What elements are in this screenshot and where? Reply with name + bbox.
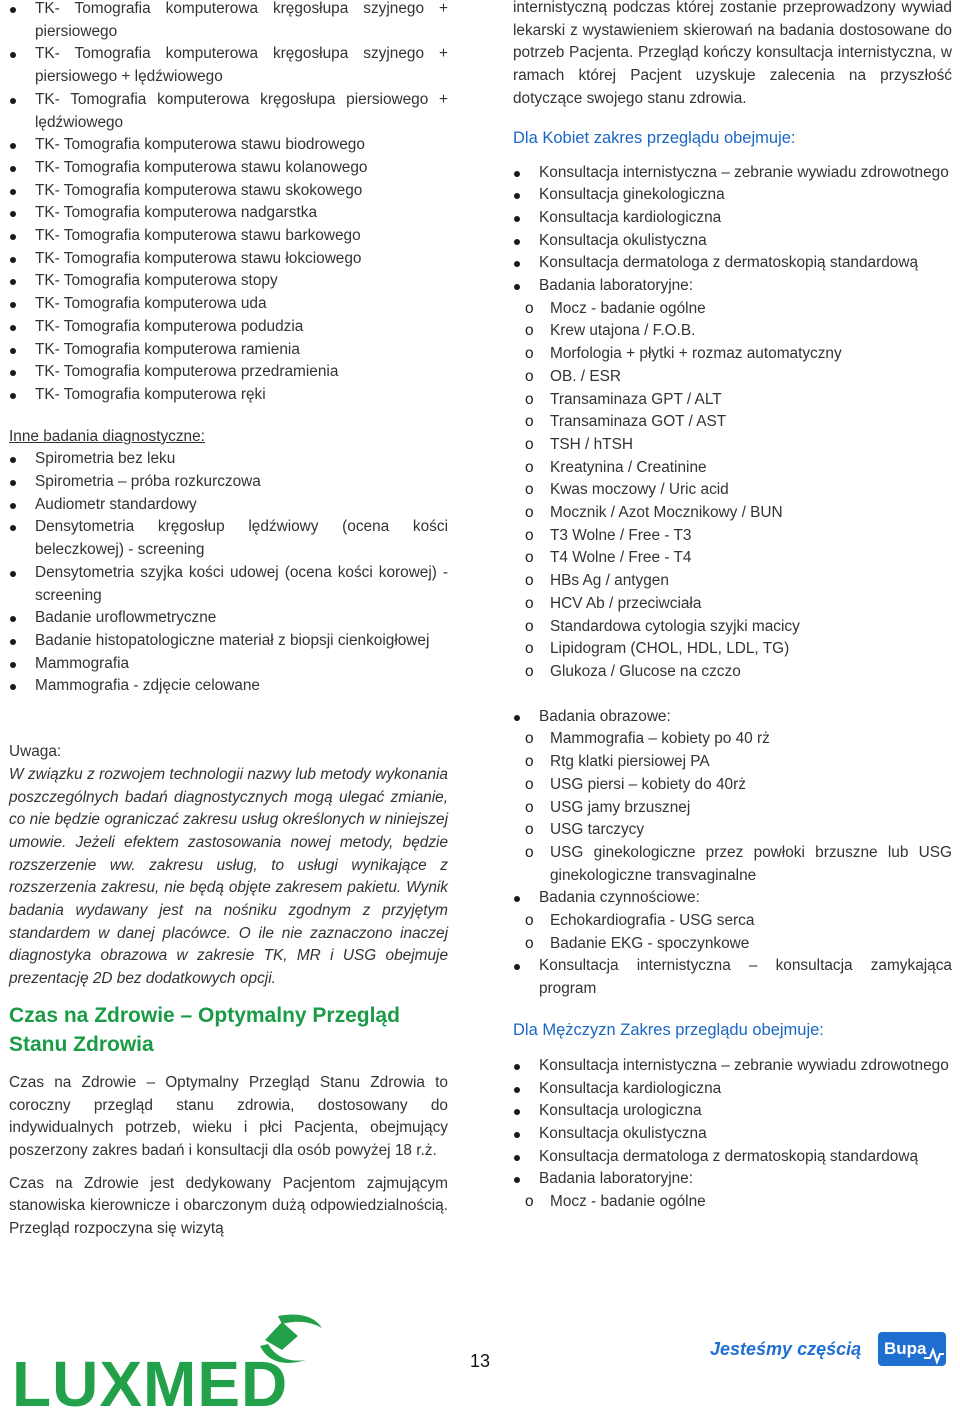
note-label: Uwaga: bbox=[9, 743, 62, 761]
sub-item: o Rtg klatki piersiowej PA bbox=[513, 751, 952, 774]
list-item: Konsultacja ginekologiczna bbox=[513, 184, 952, 207]
sub-item: o Kwas moczowy / Uric acid bbox=[513, 479, 952, 502]
list-item: Konsultacja internistyczna – konsultacja zamykająca program bbox=[513, 955, 952, 1000]
sub-item: o Morfologia + płytki + rozmaz automatyczny bbox=[513, 343, 952, 366]
sub-item: o Lipidogram (CHOL, HDL, LDL, TG) bbox=[513, 638, 952, 661]
sub-item: o Standardowa cytologia szyjki macicy bbox=[513, 616, 952, 639]
other-tests-list bbox=[9, 448, 448, 698]
list-item: Konsultacja urologiczna bbox=[513, 1100, 952, 1123]
intro-paragraph-1: Czas na Zdrowie – Optymalny Przegląd Stanu Zdrowia to coroczny przegląd stanu zdrowia, dostosowany do indywidualnych potrzeb, wieku i płci Pacjenta, obejmujący poszerzony zakres badań i konsultacji dla osób powyżej 18 r.ż. bbox=[9, 1073, 448, 1159]
list-item bbox=[513, 706, 952, 888]
women-lab-list bbox=[513, 298, 952, 684]
bupa-slogan: Jesteśmy częścią bbox=[710, 1339, 862, 1359]
list-item: TK- Tomografia komputerowa ręki bbox=[9, 384, 448, 407]
sub-item: o Badanie EKG - spoczynkowe bbox=[513, 933, 952, 956]
page-number: 13 bbox=[470, 1351, 491, 1371]
list-item: Badanie uroflowmetryczne bbox=[9, 607, 448, 630]
list-item: TK- Tomografia komputerowa kręgosłupa szyjnego + piersiowego + lędźwiowego bbox=[9, 43, 448, 88]
men-lab-list bbox=[513, 1191, 952, 1214]
bupa-wordmark: Bupa bbox=[884, 1339, 927, 1358]
list-item: TK- Tomografia komputerowa stawu kolanowego bbox=[9, 157, 448, 180]
luxmed-logo-graphic bbox=[10, 1310, 340, 1410]
women-functional-label: Badania czynnościowe: bbox=[539, 889, 700, 907]
intro-paragraph-2: Czas na Zdrowie jest dedykowany Pacjentom zajmującym stanowiska kierownicze i obarczonym dużą odpowiedzialnością. Przegląd rozpoczyna się wizytą bbox=[9, 1174, 448, 1238]
other-tests-heading: Inne badania diagnostyczne: bbox=[9, 427, 205, 445]
luxmed-logo bbox=[10, 1310, 340, 1415]
list-item: Spirometria – próba rozkurczowa bbox=[9, 471, 448, 494]
tk-list bbox=[9, 0, 448, 407]
list-item: TK- Tomografia komputerowa podudzia bbox=[9, 316, 448, 339]
women-list bbox=[513, 162, 952, 684]
list-item: TK- Tomografia komputerowa przedramienia bbox=[9, 361, 448, 384]
list-item: Densytometria szyjka kości udowej (ocena kości korowej) - screening bbox=[9, 562, 448, 607]
sub-item: o Echokardiografia - USG serca bbox=[513, 910, 952, 933]
sub-item: o Krew utajona / F.O.B. bbox=[513, 320, 952, 343]
women-lab-label: Badania laboratoryjne: bbox=[539, 277, 694, 295]
list-item: TK- Tomografia komputerowa stopy bbox=[9, 270, 448, 293]
list-item: Konsultacja internistyczna – zebranie wywiadu zdrowotnego bbox=[513, 162, 952, 185]
list-item: Mammografia - zdjęcie celowane bbox=[9, 675, 448, 698]
bupa-logo-graphic bbox=[710, 1332, 950, 1372]
list-item: Konsultacja kardiologiczna bbox=[513, 1078, 952, 1101]
sub-item: o T3 Wolne / Free - T3 bbox=[513, 525, 952, 548]
sub-item: o Glukoza / Glucose na czczo bbox=[513, 661, 952, 684]
list-item: Konsultacja internistyczna – zebranie wywiadu zdrowotnego bbox=[513, 1055, 952, 1078]
list-item bbox=[513, 1168, 952, 1213]
list-item: TK- Tomografia komputerowa ramienia bbox=[9, 339, 448, 362]
list-item: Badanie histopatologiczne materiał z biopsji cienkoigłowej bbox=[9, 630, 448, 653]
sub-item: o HBs Ag / antygen bbox=[513, 570, 952, 593]
list-item: TK- Tomografia komputerowa stawu łokciowego bbox=[9, 248, 448, 271]
women-heading: Dla Kobiet zakres przeglądu obejmuje: bbox=[513, 128, 796, 147]
section-title: Czas na Zdrowie – Optymalny Przegląd Stanu Zdrowia bbox=[9, 1003, 400, 1057]
list-item: TK- Tomografia komputerowa kręgosłupa piersiowego + lędźwiowego bbox=[9, 89, 448, 134]
list-item: Konsultacja dermatologa z dermatoskopią standardową bbox=[513, 252, 952, 275]
men-heading: Dla Mężczyzn Zakres przeglądu obejmuje: bbox=[513, 1020, 824, 1039]
sub-item: o Mocz - badanie ogólne bbox=[513, 298, 952, 321]
list-item: Spirometria bez leku bbox=[9, 448, 448, 471]
women-imaging-label: Badania obrazowe: bbox=[539, 707, 671, 725]
sub-item: o USG ginekologiczne przez powłoki brzuszne lub USG ginekologiczne transvaginalne bbox=[513, 842, 952, 887]
women-imaging-list bbox=[513, 728, 952, 887]
women-functional-list bbox=[513, 910, 952, 955]
sub-item: o Mocz - badanie ogólne bbox=[513, 1191, 952, 1214]
list-item bbox=[513, 275, 952, 684]
left-column bbox=[9, 0, 448, 1241]
men-lab-label: Badania laboratoryjne: bbox=[539, 1170, 694, 1188]
sub-item: o USG piersi – kobiety do 40rż bbox=[513, 774, 952, 797]
right-column bbox=[513, 0, 952, 1214]
list-item: Konsultacja kardiologiczna bbox=[513, 207, 952, 230]
sub-item: o Transaminaza GPT / ALT bbox=[513, 389, 952, 412]
sub-item: o USG tarczycy bbox=[513, 819, 952, 842]
list-item bbox=[513, 887, 952, 955]
sub-item: o Transaminaza GOT / AST bbox=[513, 411, 952, 434]
men-list bbox=[513, 1055, 952, 1214]
list-item: Audiometr standardowy bbox=[9, 494, 448, 517]
list-item: TK- Tomografia komputerowa stawu barkowego bbox=[9, 225, 448, 248]
note-text: W związku z rozwojem technologii nazwy lub metody wykonania poszczególnych badań diagnostycznych mogą ulegać zmianie, co nie będzie ograniczać zakresu usług określonych w niniejszej umowie. Jeżeli efektem zastosowania nowej metody, będzie rozszerzenie ww. zakresu usług, to usługi wynikające z rozszerzenia zakresu, nie będą objęte zakresem pakietu. Wynik badania wydawany jest na nośniku zgodnym z przyjętym standardem w danej placówce. O ile nie zaznaczono inaczej diagnostyka obrazowa w zakresie TK, MR i USG obejmuje prezentację 2D bez dodatkowych opcji. bbox=[9, 765, 448, 988]
list-item: Densytometria kręgosłup lędźwiowy (ocena kości beleczkowej) - screening bbox=[9, 516, 448, 561]
sub-item: o Mammografia – kobiety po 40 rż bbox=[513, 728, 952, 751]
sub-item: o T4 Wolne / Free - T4 bbox=[513, 547, 952, 570]
sub-item: o Kreatynina / Creatinine bbox=[513, 457, 952, 480]
list-item: Konsultacja okulistyczna bbox=[513, 230, 952, 253]
list-item: Konsultacja dermatologa z dermatoskopią standardową bbox=[513, 1146, 952, 1169]
intro-continued: internistyczną podczas której zostanie przeprowadzony wywiad lekarski z wystawieniem skierowań na badania dostosowane do potrzeb Pacjenta. Przegląd kończy konsultacja internistyczna, w ramach której Pacjent uzyskuje zalecenia na przyszłość dotyczące swojego stanu zdrowia. bbox=[513, 0, 952, 107]
luxmed-logo-text: LUXMED bbox=[12, 1348, 289, 1410]
list-item: Mammografia bbox=[9, 653, 448, 676]
list-item: TK- Tomografia komputerowa stawu skokowego bbox=[9, 180, 448, 203]
list-item: Konsultacja okulistyczna bbox=[513, 1123, 952, 1146]
sub-item: o USG jamy brzusznej bbox=[513, 797, 952, 820]
sub-item: o TSH / hTSH bbox=[513, 434, 952, 457]
sub-item: o HCV Ab / przeciwciała bbox=[513, 593, 952, 616]
list-item: TK- Tomografia komputerowa kręgosłupa szyjnego + piersiowego bbox=[9, 0, 448, 43]
list-item: TK- Tomografia komputerowa uda bbox=[9, 293, 448, 316]
list-item: TK- Tomografia komputerowa nadgarstka bbox=[9, 202, 448, 225]
list-item: TK- Tomografia komputerowa stawu biodrowego bbox=[9, 134, 448, 157]
sub-item: o OB. / ESR bbox=[513, 366, 952, 389]
sub-item: o Mocznik / Azot Mocznikowy / BUN bbox=[513, 502, 952, 525]
women-list-continued bbox=[513, 706, 952, 1001]
bupa-logo bbox=[710, 1332, 950, 1377]
page-footer bbox=[0, 1300, 960, 1414]
